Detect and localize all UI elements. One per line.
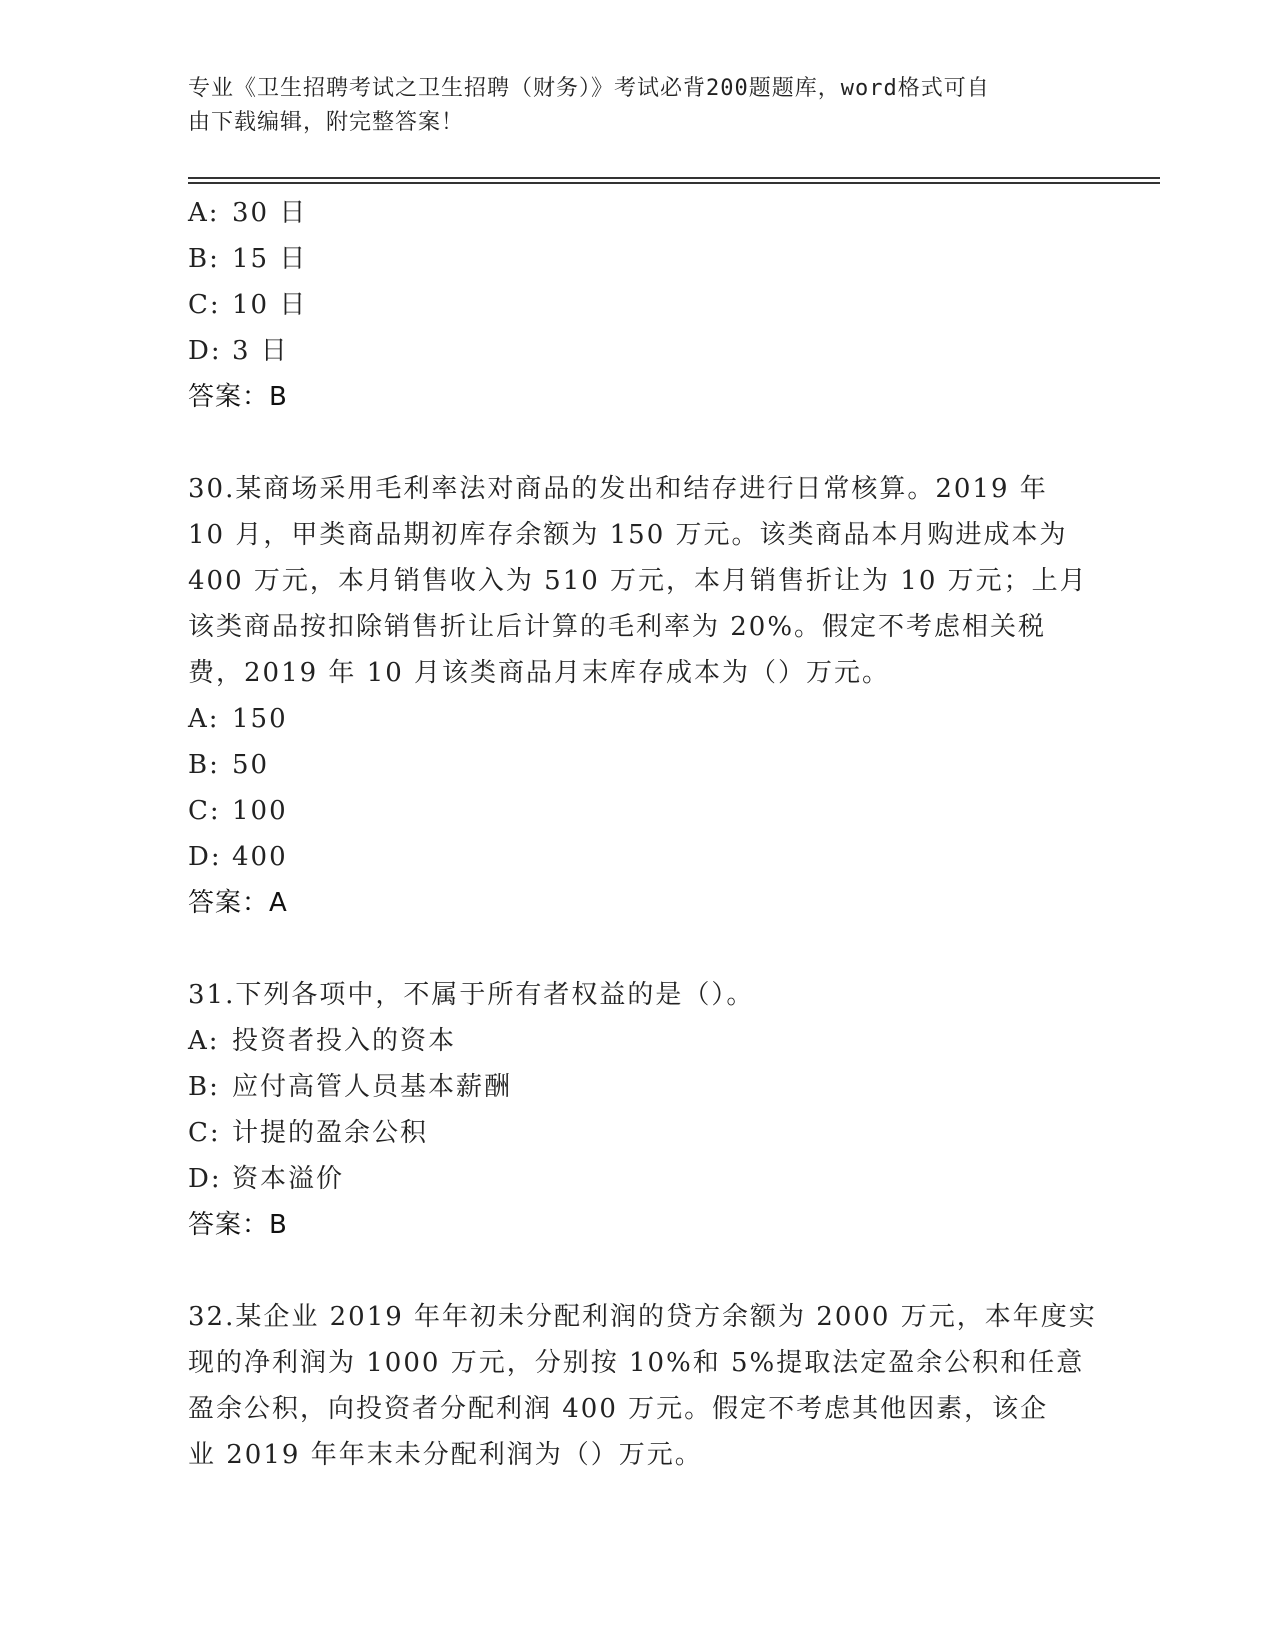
spacer [188, 420, 1078, 466]
option-c: C: 计提的盈余公积 [188, 1118, 429, 1148]
question-text: 30.某商场采用毛利率法对商品的发出和结存进行日常核算。2019 年 10 月，甲类商品期初库存余额为 150 万元。该类商品本月购进成本为 400 万元，本月销售收入为 510 万元，本月销售折让为 10 万元；上月 该类商品按扣除销售折让后计算的毛利率为 20%。假定不考虑相关税 费，2019 年 10 月该类商品月末库存成本为（）万元。 [188, 474, 1088, 688]
question-30 [188, 466, 1088, 926]
option-c: C: 100 [188, 796, 288, 826]
option-a: A: 150 [188, 704, 288, 734]
option-a: A: 30 日 [188, 198, 308, 228]
question-content [188, 190, 1097, 1478]
option-b: B: 50 [188, 750, 270, 780]
question-31 [188, 972, 1078, 1248]
option-d: D: 400 [188, 842, 288, 872]
option-d: D: 3 日 [188, 336, 289, 366]
question-text: 32.某企业 2019 年年初未分配利润的贷方余额为 2000 万元，本年度实 现的净利润为 1000 万元，分别按 10%和 5%提取法定盈余公积和任意 盈余公积，向投资者分配利润 400 万元。假定不考虑其他因素，该企 业 2019 年年末未分配利润为（）万元。 [188, 1302, 1097, 1470]
answer: 答案：B [188, 1210, 288, 1240]
document-header [188, 72, 1088, 140]
answer: 答案：A [188, 888, 288, 918]
spacer [188, 1248, 1078, 1294]
option-b: B: 15 日 [188, 244, 308, 274]
header-line-2: 由下载编辑，附完整答案！ [188, 110, 465, 135]
option-b: B: 应付高管人员基本薪酬 [188, 1072, 513, 1102]
header-divider-bottom [188, 182, 1160, 184]
answer: 答案：B [188, 382, 288, 412]
header-divider-top [188, 177, 1160, 179]
option-c: C: 10 日 [188, 290, 308, 320]
option-a: A: 投资者投入的资本 [188, 1026, 457, 1056]
spacer [188, 926, 1078, 972]
option-d: D: 资本溢价 [188, 1164, 345, 1194]
question-text: 31.下列各项中，不属于所有者权益的是（）。 [188, 980, 755, 1010]
header-line-1: 专业《卫生招聘考试之卫生招聘（财务）》考试必背200题题库，word格式可自 [188, 76, 990, 101]
question-32 [188, 1294, 1097, 1478]
question-29 [188, 190, 1078, 420]
